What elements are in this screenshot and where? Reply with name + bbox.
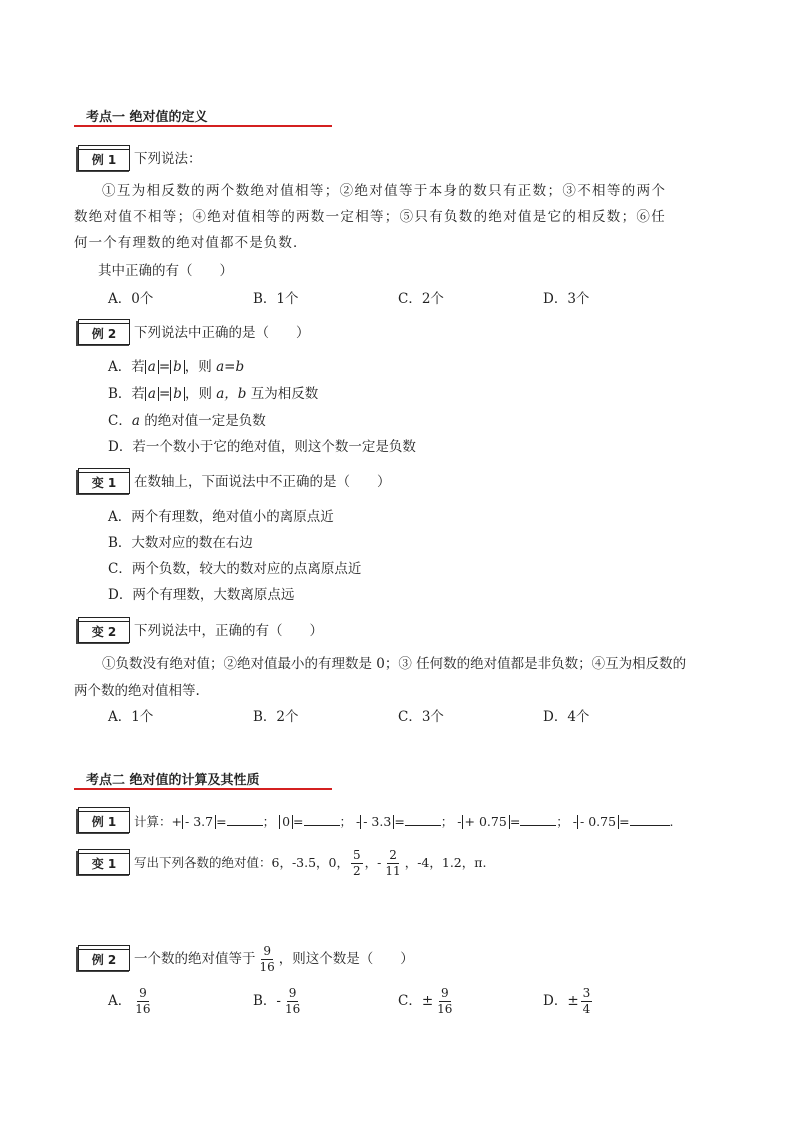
var2-stem: 下列说法中，正确的有（ ） xyxy=(134,623,323,639)
fraction-5-2: $\frac{5}{2}$ xyxy=(353,847,361,878)
var2-option-c: C．3个 xyxy=(398,709,444,725)
variant-label-1: 变 1 xyxy=(78,468,130,494)
s2-ex2-stem: 一个数的绝对值等于 $\frac{9}{16}$ ，则这个数是（ ） xyxy=(134,943,414,974)
section-title-1: 考点一 绝对值的定义 xyxy=(86,110,208,125)
ex1-body-line2: 数绝对值不相等；④绝对值相等的两数一定相等；⑤只有负数的绝对值是它的相反数；⑥任 xyxy=(74,209,666,225)
var1-option-d: D．两个有理数，大数离原点远 xyxy=(108,587,295,603)
answer-blank-4[interactable] xyxy=(520,813,556,826)
s2-ex1-calc: 计算：+ - 3.7 = ； 0 = ； - - 3.3 = ； - + 0.75 = ； - - 0.75 = . xyxy=(134,814,674,829)
answer-blank-2[interactable] xyxy=(304,813,340,826)
s2-ex2-option-d: D．± $\frac{3}{4}$ xyxy=(543,985,591,1016)
var1-option-c: C．两个负数，较大的数对应的点离原点近 xyxy=(108,561,362,577)
section-underline-1 xyxy=(74,125,332,127)
var1-option-a: A．两个有理数，绝对值小的离原点近 xyxy=(108,509,334,525)
fraction-2-11: $\frac{2}{11}$ xyxy=(385,847,401,878)
fraction-9-16: $\frac{9}{16}$ xyxy=(259,943,275,974)
s2-var1-text: 写出下列各数的绝对值：6，-3.5，0， $\frac{5}{2}$ ， - $\frac{2}{11}$ ，-4，1.2，π. xyxy=(134,847,487,878)
s2-example-label-1: 例 1 xyxy=(78,807,130,833)
ex1-option-c: C．2个 xyxy=(398,291,444,307)
var1-stem: 在数轴上，下面说法中不正确的是（ ） xyxy=(134,474,391,490)
answer-blank-5[interactable] xyxy=(630,813,670,826)
variant-label-2: 变 2 xyxy=(78,617,130,643)
ex1-question: 其中正确的有（ ） xyxy=(98,263,233,279)
ex1-body-line1: ①互为相反数的两个数绝对值相等；②绝对值等于本身的数只有正数；③不相等的两个 xyxy=(102,183,667,199)
ex1-option-d: D．3个 xyxy=(543,291,590,307)
s2-ex2-option-b: B．- $\frac{9}{16}$ xyxy=(253,985,301,1016)
ex1-option-a: A．0个 xyxy=(108,291,154,307)
answer-blank-3[interactable] xyxy=(405,813,441,826)
ex1-stem: 下列说法： xyxy=(134,151,202,167)
example-label-2: 例 2 xyxy=(78,319,130,345)
var2-body-line1: ①负数没有绝对值；②绝对值最小的有理数是 0；③ 任何数的绝对值都是非负数；④互为相反数的 xyxy=(102,656,687,672)
ex2-option-b: B．若 a = b ，则 a，b 互为相反数 xyxy=(108,386,319,402)
s2-example-label-2: 例 2 xyxy=(78,945,130,971)
var2-option-a: A．1个 xyxy=(108,709,154,725)
section-title-2: 考点二 绝对值的计算及其性质 xyxy=(86,773,260,788)
ex2-option-a: A．若 a = b ，则 a=b xyxy=(108,359,245,375)
var1-option-b: B．大数对应的数在右边 xyxy=(108,535,253,551)
answer-blank-1[interactable] xyxy=(227,813,263,826)
section-underline-2 xyxy=(74,788,332,790)
ex2-option-d: D．若一个数小于它的绝对值，则这个数一定是负数 xyxy=(108,439,416,455)
var2-option-b: B．2个 xyxy=(253,709,299,725)
ex2-option-c: C．a 的绝对值一定是负数 xyxy=(108,413,266,429)
ex1-body-line3: 何一个有理数的绝对值都不是负数． xyxy=(74,235,308,251)
var2-body-line2: 两个数的绝对值相等. xyxy=(74,683,200,699)
ex1-option-b: B．1个 xyxy=(253,291,299,307)
s2-variant-label-1: 变 1 xyxy=(78,849,130,875)
s2-ex2-option-c: C．± $\frac{9}{16}$ xyxy=(398,985,453,1016)
ex2-stem: 下列说法中正确的是（ ） xyxy=(134,325,310,341)
example-label-1: 例 1 xyxy=(78,145,130,171)
s2-ex2-option-a: A． $\frac{9}{16}$ xyxy=(108,985,151,1016)
var2-option-d: D．4个 xyxy=(543,709,590,725)
